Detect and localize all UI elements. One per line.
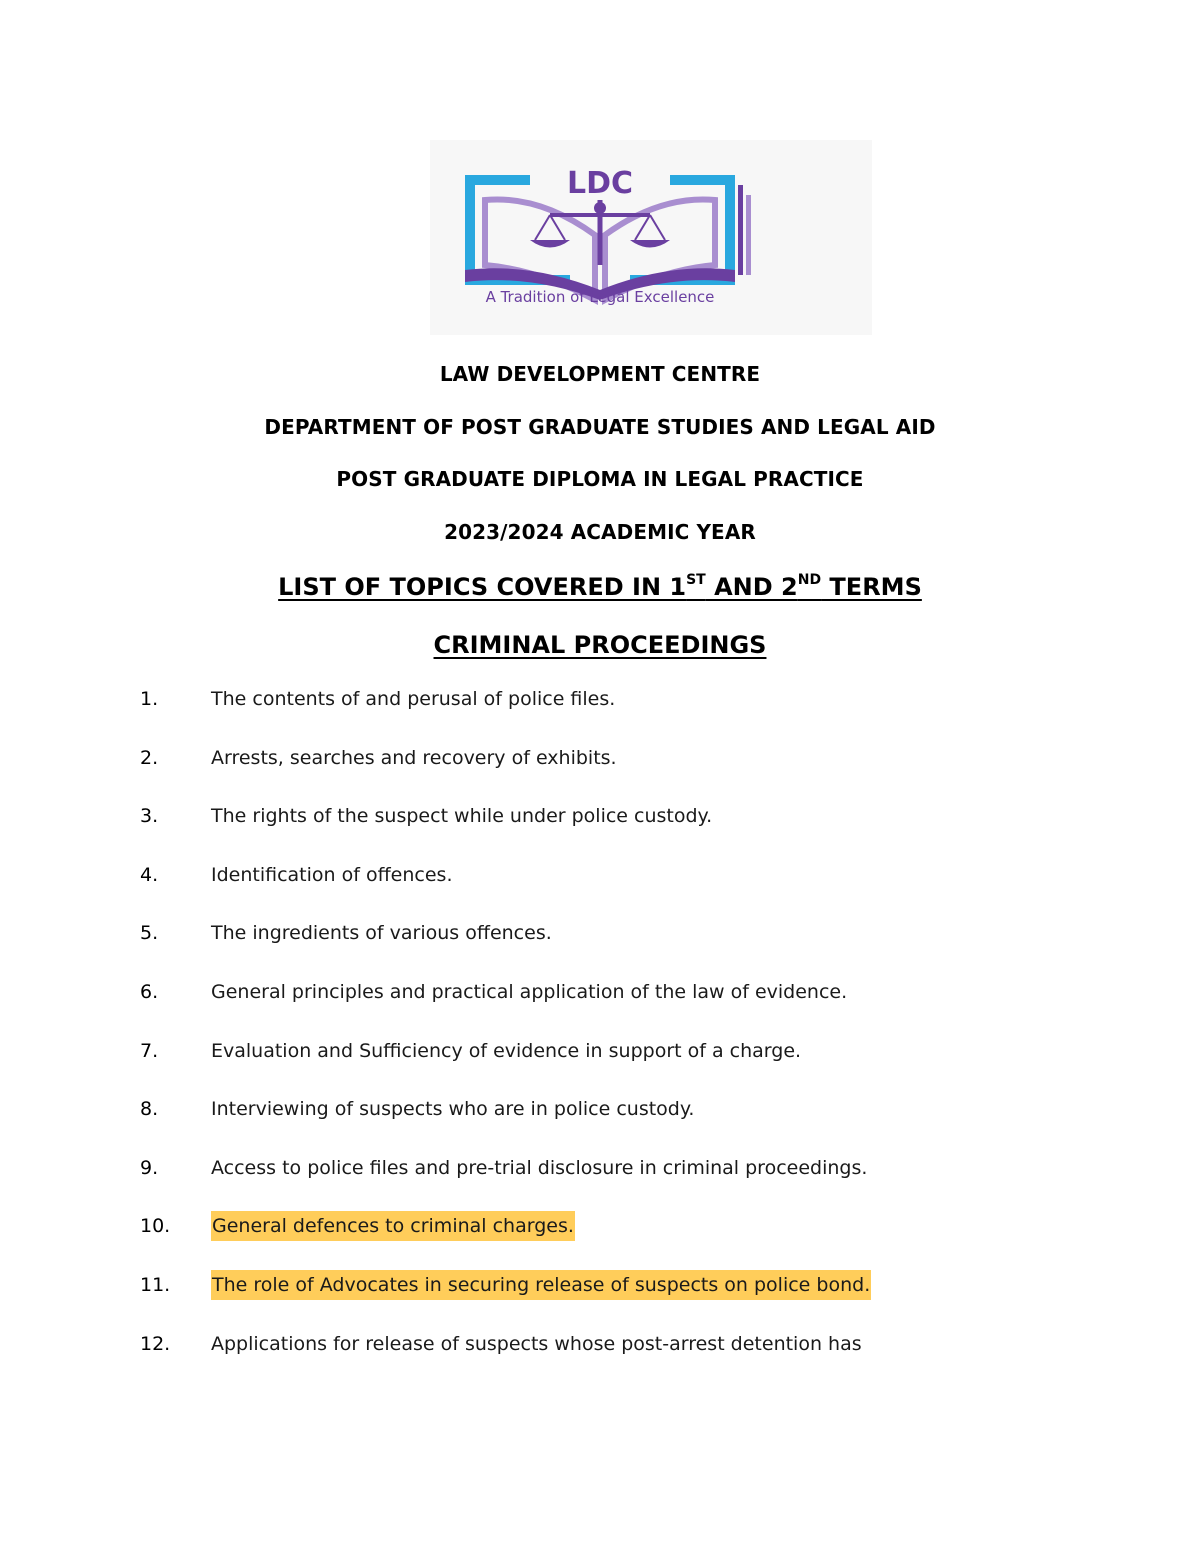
item-text: Applications for release of suspects whose post-arrest detention has: [211, 1333, 862, 1355]
item-number: 5.: [140, 922, 159, 944]
ldc-logo: [430, 140, 872, 335]
title-part-1: LIST OF TOPICS COVERED IN 1: [278, 573, 687, 601]
logo-scale-pan-right: [630, 240, 670, 248]
title-part-3: TERMS: [821, 573, 922, 601]
item-text: The ingredients of various offences.: [211, 922, 552, 944]
item-text: Evaluation and Sufficiency of evidence in support of a charge.: [211, 1040, 802, 1062]
department-name: DEPARTMENT OF POST GRADUATE STUDIES AND LEGAL AID: [264, 415, 936, 439]
item-text: General principles and practical application of the law of evidence.: [211, 981, 848, 1003]
item-number: 6.: [140, 981, 159, 1003]
item-text: Interviewing of suspects who are in police custody.: [211, 1098, 695, 1120]
item-number: 9.: [140, 1157, 159, 1179]
logo-stripe-1: [738, 185, 743, 275]
logo-stripe-2: [746, 195, 751, 275]
item-number: 1.: [140, 688, 159, 710]
item-text: Arrests, searches and recovery of exhibits.: [211, 747, 617, 769]
logo-acronym: LDC: [566, 166, 634, 201]
academic-year: 2023/2024 ACADEMIC YEAR: [444, 520, 756, 544]
item-number: 7.: [140, 1040, 159, 1062]
item-number: 4.: [140, 864, 159, 886]
item-text: Identification of offences.: [211, 864, 453, 886]
title-sup-1: ST: [686, 572, 706, 588]
ldc-logo-graphic: [430, 140, 872, 335]
institution-name: LAW DEVELOPMENT CENTRE: [439, 362, 761, 386]
item-number: 2.: [140, 747, 159, 769]
document-title: [0, 573, 1200, 601]
logo-scale-knob: [594, 202, 606, 214]
title-part-2: AND 2: [705, 573, 798, 601]
logo-scale-pan-left: [530, 240, 570, 248]
item-text-highlighted: General defences to criminal charges.: [211, 1211, 575, 1241]
item-text: The contents of and perusal of police files.: [211, 688, 616, 710]
item-number: 11.: [140, 1274, 171, 1296]
item-text: The rights of the suspect while under police custody.: [211, 805, 713, 827]
subject-heading: CRIMINAL PROCEEDINGS: [433, 631, 767, 659]
logo-tagline: A Tradition of Legal Excellence: [485, 288, 715, 306]
item-text-highlighted: The role of Advocates in securing release of suspects on police bond.: [211, 1270, 871, 1300]
item-number: 8.: [140, 1098, 159, 1120]
programme-name: POST GRADUATE DIPLOMA IN LEGAL PRACTICE: [336, 467, 864, 491]
item-number: 3.: [140, 805, 159, 827]
title-sup-2: ND: [797, 572, 822, 588]
item-number: 10.: [140, 1215, 171, 1237]
item-number: 12.: [140, 1333, 171, 1355]
item-text: Access to police files and pre-trial disclosure in criminal proceedings.: [211, 1157, 868, 1179]
